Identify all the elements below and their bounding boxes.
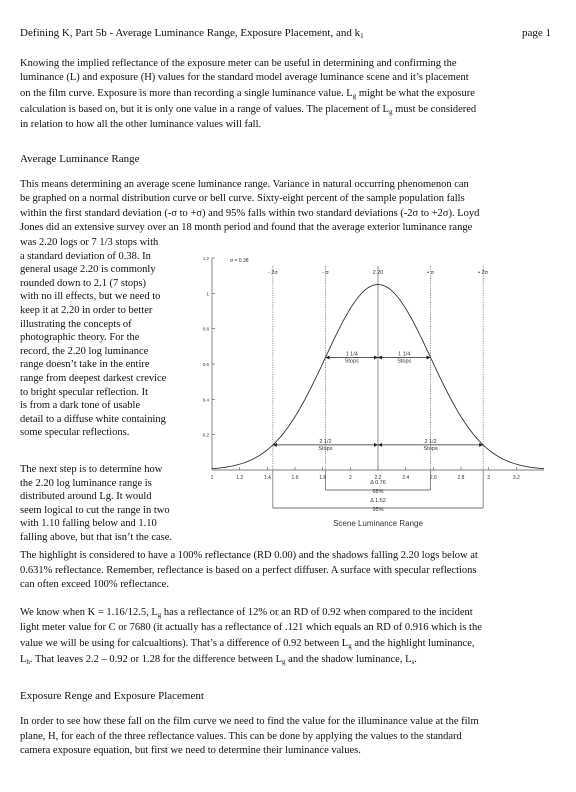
- text-line: keep it at 2.20 in order to better: [20, 305, 153, 316]
- marker-label: - σ: [322, 270, 329, 276]
- text-line: plane, H, for each of the three reflectance values. This can be done by applying the values to the standard: [20, 730, 462, 742]
- k-line: We know when K = 1.16/12.5, $L_g$ has a reflectance of 12% or an RD of 0.92 when compared to the incident: [20, 607, 473, 619]
- x-tick-label: 1.4: [263, 475, 271, 481]
- section-heading: Average Luminance Range: [20, 153, 140, 165]
- range-pct: 68%: [372, 489, 384, 495]
- text-line: Jones did an extensive survey over an 18 month period and found that the average exterior luminance range: [20, 221, 473, 233]
- intro-line: Knowing the implied reflectance of the exposure meter can be useful in determining and confirming the: [20, 58, 457, 69]
- x-tick-label: 1.6: [291, 475, 299, 481]
- x-tick-label: 1.2: [236, 475, 244, 481]
- intro-line: on the film curve. Exposure is more than recording a single luminance value. $L_g$ might be what the exposure: [20, 88, 475, 100]
- x-tick-label: 2.6: [429, 475, 437, 481]
- text-line: In order to see how these fall on the film curve we need to find the value for the illuminance value at the film: [20, 716, 479, 727]
- x-tick-label: 1: [210, 475, 214, 481]
- y-tick-label: 0.2: [202, 432, 209, 438]
- y-tick-label: 1: [206, 291, 209, 297]
- text-line: general usage 2.20 is commonly: [20, 264, 156, 276]
- text-line: within the first standard deviation (-σ to +σ) and 95% falls within two standard deviations (-2σ to +2σ). Loyd: [20, 207, 480, 219]
- text-line: This means determining an average scene luminance range. Variance in natural occurring phenomenon can: [20, 179, 469, 190]
- intro-line: in relation to how all the other luminance values will fall.: [20, 119, 262, 130]
- text-line: 0.631% reflectance. Remember, reflectance is based on a perfect diffuser. A surface with specular reflections: [20, 564, 477, 576]
- y-tick-label: 0.4: [202, 397, 209, 403]
- stops-label: Stops: [344, 358, 359, 365]
- text-line: was 2.20 logs or 7 1/3 stops with: [20, 237, 159, 248]
- y-tick-label: 0.8: [202, 326, 209, 332]
- stops-label: Stops: [397, 358, 412, 365]
- range-label: Δ 1.52: [370, 498, 386, 504]
- k-line: value we will be using for calcualtions). That’s a difference of 0.92 between $L_g$ and the highlight luminance,: [20, 638, 475, 650]
- stops-label: 1 1/4: [398, 351, 411, 358]
- stops-label: Stops: [423, 445, 438, 452]
- section-heading: Exposure Renge and Exposure Placement: [20, 690, 204, 702]
- text-line: rounded down to 2.1 (7 stops): [20, 277, 146, 289]
- x-tick-label: 2: [348, 475, 352, 481]
- x-axis-label: Scene Luminance Range: [333, 519, 423, 528]
- bell-curve-chart: [196, 248, 556, 544]
- range-pct: 95%: [372, 507, 384, 513]
- text-line: the 2.20 log luminance range is: [20, 477, 152, 489]
- text-line: camera exposure equation, but first we need to determine their luminance values.: [20, 745, 361, 756]
- text-line: The next step is to determine how: [20, 464, 163, 475]
- text-line: illustrating the concepts of: [20, 318, 132, 330]
- x-tick-label: 2.2: [374, 475, 382, 481]
- k-line: $L_h$. That leaves 2.2 – 0.92 or 1.28 for the difference between $L_g$ and the shadow luminance, $L_s$.: [20, 654, 417, 666]
- stops-label: Stops: [318, 445, 333, 452]
- text-line: photographic theory. For the: [20, 332, 140, 344]
- text-line: seem logical to cut the range in two: [20, 504, 170, 516]
- x-tick-label: 2.4: [402, 475, 410, 481]
- x-tick-label: 1.8: [319, 475, 327, 481]
- x-tick-label: 3: [487, 475, 491, 481]
- two-sigma-arrow-right-head: [378, 443, 382, 447]
- text-line: some specular reflections.: [20, 427, 130, 439]
- text-line: a standard deviation of 0.38. In: [20, 250, 151, 262]
- sigma-arrow-left-head: [374, 355, 378, 359]
- range-label: Δ 0.76: [370, 480, 386, 486]
- x-tick-label: 3.2: [512, 475, 520, 481]
- k-line: light meter value for C or 7680 (it actually has a reflectance of .121 which equals an RD of 0.916 which is the: [20, 622, 482, 633]
- y-tick-label: 1.2: [202, 256, 209, 261]
- stops-label: 2 1/2: [424, 438, 437, 445]
- text-line: range from deepest darkest crevice: [20, 373, 167, 384]
- y-tick-label: 0.6: [202, 362, 209, 367]
- text-line: range doesn’t take in the entire: [20, 359, 150, 371]
- text-line: record, the 2.20 log luminance: [20, 345, 149, 357]
- text-line: detail to a diffuse white containing: [20, 413, 166, 425]
- text-line: to bright specular reflection. It: [20, 386, 148, 398]
- marker-label: - 2σ: [267, 270, 278, 276]
- text-line: with no ill effects, but we need to: [20, 291, 161, 303]
- page-number: page 1: [522, 27, 552, 39]
- stops-label: 2 1/2: [319, 438, 332, 445]
- text-line: falling above, but that isn’t the case.: [20, 532, 173, 543]
- text-line: The highlight is considered to have a 100% reflectance (RD 0.00) and the shadows falling 2.20 logs below at: [20, 550, 478, 561]
- text-line: can often exceed 100% reflectance.: [20, 579, 169, 590]
- text-line: with 1.10 falling below and 1.10: [20, 518, 157, 530]
- text-line: be graphed on a normal distribution curve or bell curve. Sixty-eight percent of the sample population falls: [20, 193, 465, 205]
- stops-label: 1 1/4: [345, 351, 358, 358]
- x-tick-label: 2.8: [457, 475, 465, 481]
- sigma-label: σ = 0.38: [230, 258, 249, 264]
- intro-line: luminance (L) and exposure (H) values for the standard model average luminance scene and it’s placement: [20, 72, 469, 83]
- sigma-arrow-right-head: [378, 355, 382, 359]
- marker-label: • 2σ: [478, 270, 489, 276]
- text-line: distributed around Lg. It would: [20, 491, 152, 503]
- marker-label: • σ: [427, 270, 434, 276]
- marker-label: 2.20: [372, 270, 384, 276]
- text-line: is from a dark tone of usable: [20, 400, 141, 412]
- intro-line: calculation is based on, but it is only one value in a range of values. The placement of $L_g$ must be considered: [20, 104, 477, 116]
- page-title: Defining K, Part 5b - Average Luminance Range, Exposure Placement, and $k_1$: [20, 27, 364, 40]
- two-sigma-arrow-left-head: [374, 443, 378, 447]
